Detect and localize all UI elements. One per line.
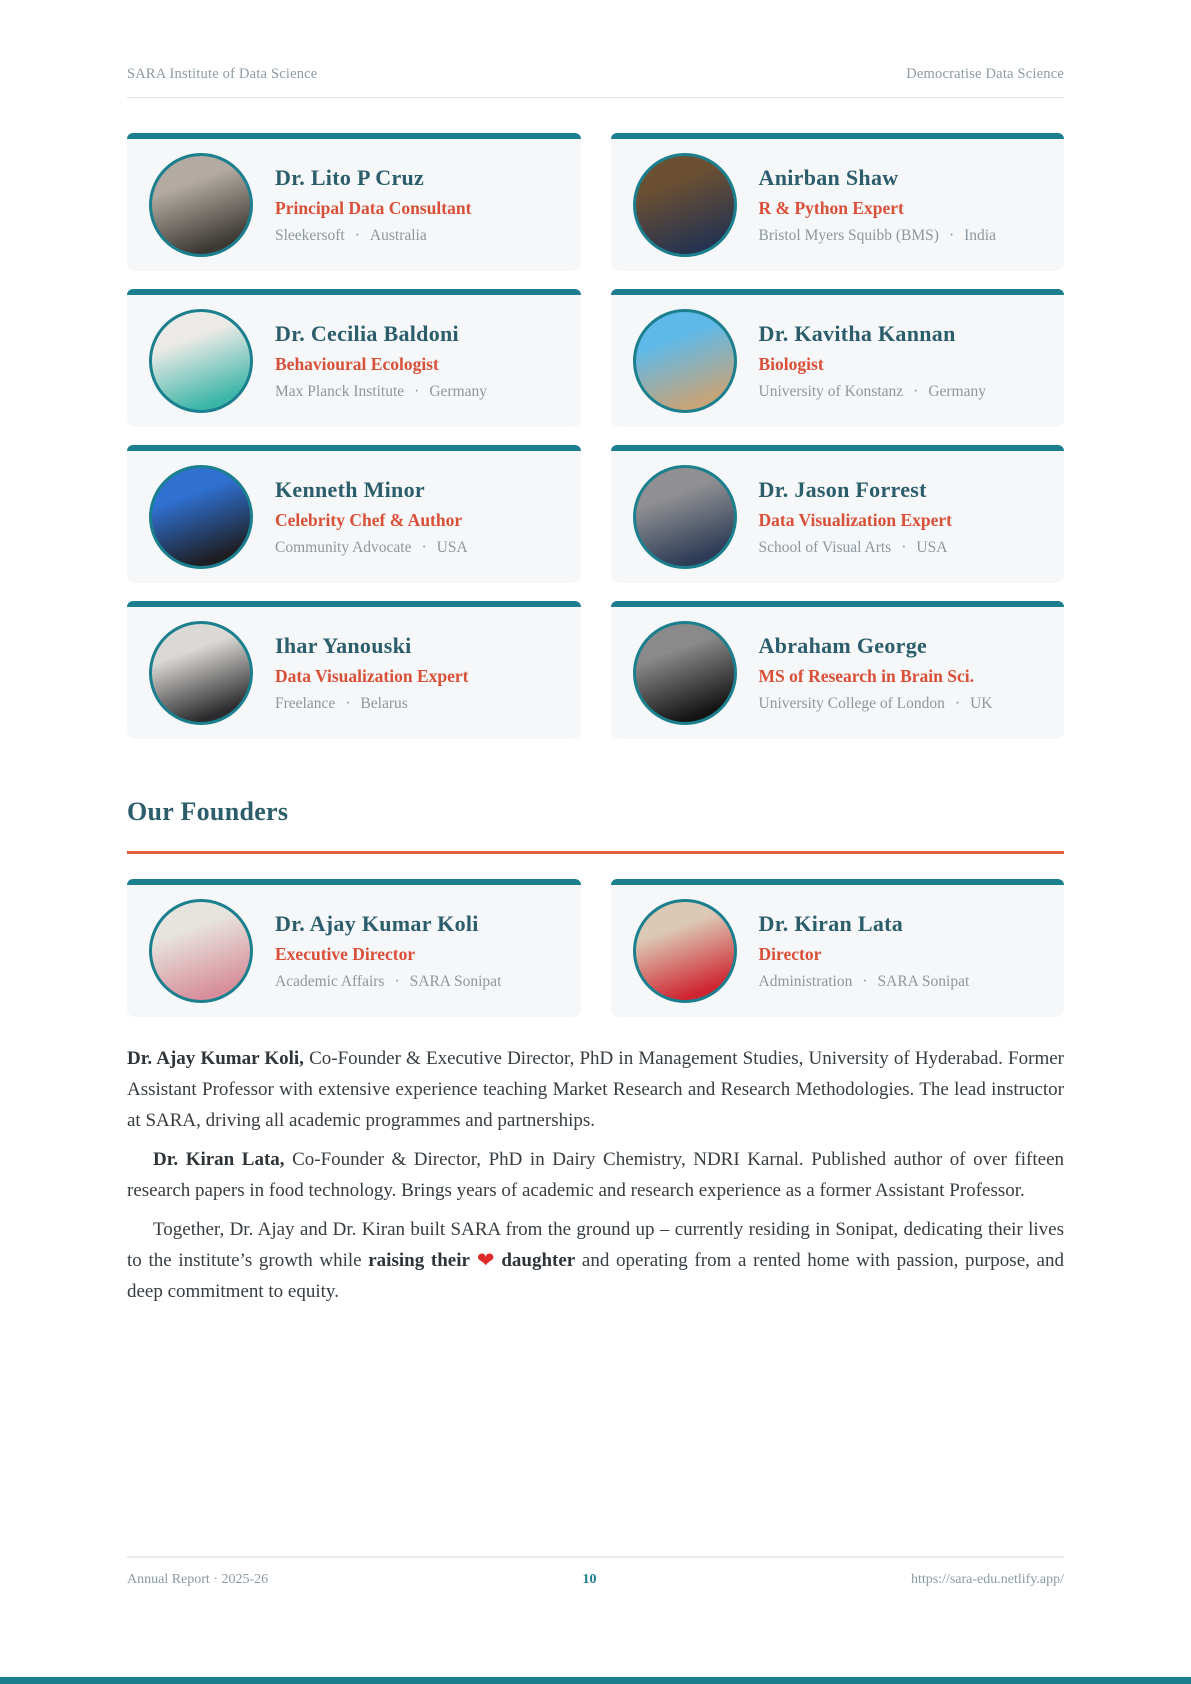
avatar-photo (633, 153, 737, 257)
affiliation-country: SARA Sonipat (409, 973, 502, 990)
avatar-photo (633, 899, 737, 1003)
card-body (611, 451, 1065, 583)
separator-dot: · (394, 973, 400, 990)
person-role: Executive Director (275, 944, 416, 964)
affiliation-country: USA (916, 539, 948, 556)
paragraph-kiran-bio: Dr. Kiran Lata, Co-Founder & Director, PhD in Dairy Chemistry, NDRI Karnal. Published author of over fifteen research papers in food technology. Brings years of academic and research experience as a former Assistant Professor. (127, 1149, 1064, 1201)
founders-card-grid (127, 879, 1064, 1017)
heart-icon: ❤ (474, 1248, 497, 1272)
person-affiliation (759, 227, 996, 245)
affiliation-country: Belarus (360, 695, 408, 712)
affiliation-country: Australia (369, 227, 427, 244)
avatar-photo (149, 899, 253, 1003)
card-body (611, 295, 1065, 427)
paragraph-ajay-bio: Dr. Ajay Kumar Koli, Co-Founder & Executive Director, PhD in Management Studies, University of Hyderabad. Former Assistant Professor with extensive experience teaching Market Research and Research Methodologies. The lead instructor at SARA, driving all academic programmes and partnerships. (127, 1048, 1064, 1131)
affiliation-org: Community Advocate (275, 539, 412, 556)
profile-card (127, 133, 581, 271)
person-name: Dr. Ajay Kumar Koli (275, 911, 479, 936)
experts-card-grid (127, 133, 1064, 739)
person-affiliation (275, 973, 501, 991)
affiliation-country: Germany (429, 383, 487, 400)
person-name: Anirban Shaw (758, 165, 899, 190)
person-name: Dr. Jason Forrest (758, 477, 927, 502)
affiliation-org: University College of London (758, 695, 945, 712)
avatar-photo (633, 621, 737, 725)
person-affiliation (275, 695, 468, 713)
card-body (127, 607, 581, 739)
card-body (611, 139, 1065, 271)
header-left-text: SARA Institute of Data Science (127, 66, 318, 82)
person-affiliation (759, 383, 986, 401)
affiliation-country: USA (436, 539, 468, 556)
avatar-photo (149, 309, 253, 413)
card-text (759, 477, 952, 557)
person-role: Principal Data Consultant (275, 198, 472, 218)
section-rule (127, 851, 1064, 854)
bold-lead: Dr. Ajay Kumar Koli, (127, 1048, 304, 1069)
section-title: Our Founders (127, 797, 289, 826)
avatar-photo (149, 153, 253, 257)
card-text (275, 321, 487, 401)
profile-card (611, 601, 1065, 739)
separator-dot: · (862, 973, 868, 990)
affiliation-org: Academic Affairs (275, 973, 385, 990)
bold-phrase: daughter (501, 1250, 576, 1271)
person-name: Dr. Cecilia Baldoni (275, 321, 459, 346)
card-body (127, 885, 581, 1017)
person-role: Biologist (758, 354, 824, 374)
profile-card (611, 133, 1065, 271)
profile-card (611, 879, 1065, 1017)
affiliation-country: India (964, 227, 996, 244)
person-affiliation (275, 383, 487, 401)
person-role: Behavioural Ecologist (275, 354, 439, 374)
card-body (611, 885, 1065, 1017)
affiliation-country: SARA Sonipat (877, 973, 970, 990)
avatar-photo (149, 621, 253, 725)
bottom-accent-strip (0, 1677, 1191, 1684)
card-text (759, 911, 970, 991)
person-role: Director (758, 944, 822, 964)
page-footer (127, 1556, 1064, 1588)
header-right-text: Democratise Data Science (906, 66, 1064, 82)
bold-phrase: raising their (368, 1250, 470, 1271)
card-text (759, 321, 986, 401)
person-role: Data Visualization Expert (758, 510, 952, 530)
page-number: 10 (582, 1572, 597, 1587)
avatar-photo (633, 465, 737, 569)
profile-card (611, 445, 1065, 583)
card-text (759, 633, 993, 713)
avatar-photo (149, 465, 253, 569)
profile-card (611, 289, 1065, 427)
person-role: R & Python Expert (758, 198, 904, 218)
card-text (275, 165, 471, 245)
affiliation-country: UK (970, 695, 993, 712)
footer-left-text: Annual Report · 2025-26 (127, 1572, 269, 1587)
bold-lead: Dr. Kiran Lata, (153, 1149, 285, 1170)
person-role: Data Visualization Expert (275, 666, 469, 686)
separator-dot: · (901, 539, 907, 556)
card-body (127, 139, 581, 271)
affiliation-org: Administration (758, 973, 853, 990)
affiliation-org: School of Visual Arts (758, 539, 892, 556)
separator-dot: · (345, 695, 351, 712)
card-text (275, 477, 468, 557)
person-affiliation (275, 227, 471, 245)
separator-dot: · (948, 227, 955, 244)
affiliation-org: University of Konstanz (758, 383, 904, 400)
affiliation-org: Freelance (275, 695, 336, 712)
person-name: Abraham George (758, 633, 928, 658)
affiliation-org: Sleekersoft (275, 227, 345, 244)
profile-card (127, 445, 581, 583)
card-body (127, 295, 581, 427)
paragraph-together: Together, Dr. Ajay and Dr. Kiran built SARA from the ground up – currently residing in Sonipat, dedicating their lives to the institute’s growth while raising their ❤ daughter and operating from a rented home with passion, purpose, and deep commitment to equity. (127, 1219, 1064, 1302)
header-rule (127, 97, 1064, 98)
person-role: MS of Research in Brain Sci. (758, 666, 975, 686)
person-name: Dr. Kavitha Kannan (758, 321, 956, 346)
profile-card (127, 289, 581, 427)
card-text (275, 633, 468, 713)
card-body (127, 451, 581, 583)
person-name: Ihar Yanouski (275, 633, 412, 658)
profile-card (127, 879, 581, 1017)
page-header (127, 0, 1064, 83)
person-affiliation (275, 539, 468, 557)
person-name: Kenneth Minor (275, 477, 425, 502)
card-text (759, 165, 996, 245)
person-affiliation (759, 539, 952, 557)
person-name: Dr. Lito P Cruz (275, 165, 425, 190)
separator-dot: · (421, 539, 427, 556)
affiliation-org: Bristol Myers Squibb (BMS) (758, 227, 939, 244)
person-role: Celebrity Chef & Author (275, 510, 463, 530)
separator-dot: · (954, 695, 961, 712)
affiliation-org: Max Planck Institute (275, 383, 405, 400)
person-name: Dr. Kiran Lata (758, 911, 904, 936)
profile-card (127, 601, 581, 739)
founders-bio-text (127, 1043, 1064, 1307)
person-affiliation (759, 695, 993, 713)
footer-url-link[interactable]: https://sara-edu.netlify.app/ (910, 1572, 1064, 1587)
separator-dot: · (354, 227, 360, 244)
card-body (611, 607, 1065, 739)
avatar-photo (633, 309, 737, 413)
card-text (275, 911, 501, 991)
person-affiliation (759, 973, 970, 991)
separator-dot: · (414, 383, 420, 400)
affiliation-country: Germany (928, 383, 986, 400)
separator-dot: · (913, 383, 919, 400)
